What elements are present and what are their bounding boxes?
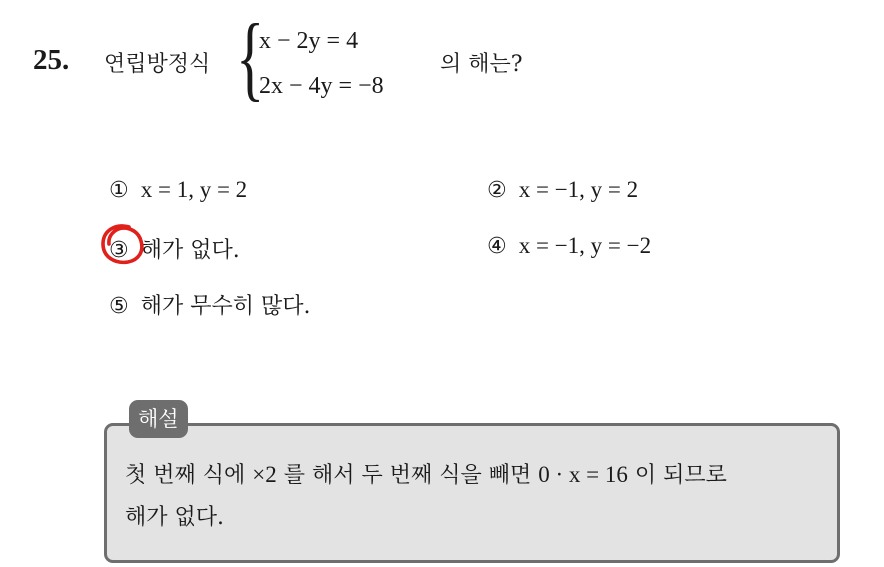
question-number: 25. [33, 44, 70, 76]
equation-1: x − 2y = 4 [259, 28, 359, 54]
solution-text-b: 를 해서 두 번째 식을 빼면 [276, 463, 539, 488]
choice-2[interactable] [487, 177, 638, 203]
choice-1[interactable] [109, 177, 247, 203]
answer-circle-icon [99, 222, 147, 266]
choice-2-text: x = −1, y = 2 [518, 177, 639, 202]
question-stem: 연립방정식 [104, 52, 211, 77]
choice-4-mark: ④ [487, 234, 507, 259]
solution-line-1 [125, 458, 727, 489]
choice-1-text: x = 1, y = 2 [140, 177, 248, 202]
choice-5[interactable] [109, 289, 310, 320]
choice-1-mark: ① [109, 178, 129, 203]
solution-text-a: 첫 번째 식에 [125, 463, 253, 488]
system-brace: { [236, 4, 265, 110]
solution-tag: 해설 [129, 400, 188, 438]
choice-3-text: 해가 없다. [140, 238, 240, 263]
choice-3-mark: ③ [109, 238, 129, 263]
choice-4-text: x = −1, y = −2 [518, 233, 652, 258]
choice-4[interactable] [487, 233, 651, 259]
solution-box [104, 423, 840, 563]
equation-2: 2x − 4y = −8 [259, 73, 384, 99]
solution-math-result: 0 · x = 16 [538, 462, 628, 487]
choice-2-mark: ② [487, 178, 507, 203]
solution-line-2: 해가 없다. [125, 505, 224, 530]
solution-text-c: 이 되므로 [627, 463, 727, 488]
solution-math-times: ×2 [252, 462, 277, 487]
choice-5-text: 해가 무수히 많다. [140, 294, 311, 319]
question-tail: 의 해는? [440, 52, 523, 77]
choice-5-mark: ⑤ [109, 294, 129, 319]
